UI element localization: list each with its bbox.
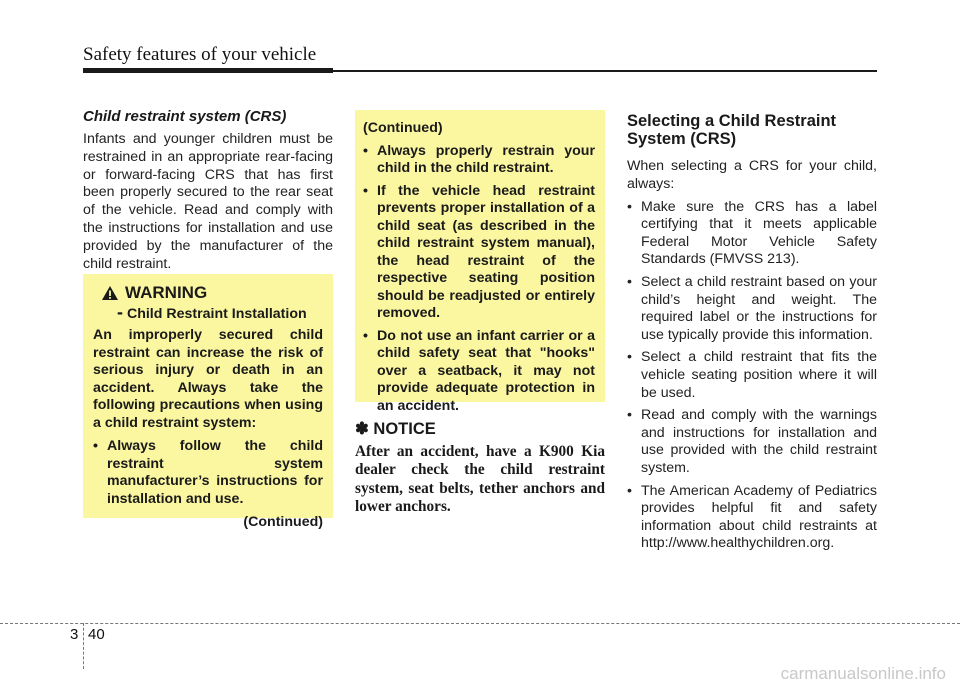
warning-box — [83, 274, 333, 530]
watermark-text: carmanualsonline.info — [780, 664, 946, 683]
bullet-dot: • — [627, 273, 632, 290]
warning-header — [101, 284, 323, 302]
bullet-dot: • — [363, 142, 368, 159]
continued-item — [363, 143, 595, 178]
continued-item-text: Do not use an infant carrier or a child safety seat that "hooks" over a seatback, it may not provide adequate protection in an accident. — [377, 327, 595, 414]
bullet-dot: • — [627, 482, 632, 499]
list-item — [627, 199, 877, 269]
notice-symbol-icon: ✽ — [355, 420, 369, 438]
list-item-text: The American Academy of Pediatrics provides helpful fit and safety information about child restraints at http://www.healthychildren.org. — [641, 482, 877, 552]
continued-label: (Continued) — [363, 120, 443, 136]
warning-text: An improperly secured child restraint can increase the risk of serious injury or death in an accident. Always take the following precautions when using a child restraint system: — [93, 327, 323, 431]
list-item-text: Make sure the CRS has a label certifying that it meets applicable Federal Motor Vehicle Safety Standards (FMVSS 213). — [641, 198, 877, 268]
continued-warning-box — [355, 110, 605, 414]
bullet-dot: • — [627, 407, 632, 424]
section-heading-crs: Child restraint system (CRS) — [83, 108, 287, 125]
warning-label: WARNING — [125, 283, 208, 302]
bullet-dot: • — [93, 438, 98, 454]
bullet-dot: • — [363, 182, 368, 199]
bullet-dot: • — [363, 327, 368, 344]
header-rule-thin — [333, 70, 877, 72]
crs-intro-paragraph: Infants and younger children must be restrained in an appropriate rear-facing or forward-facing CRS that has first been properly secured to the rear seat of the vehicle. Read and comply with the instructions for installation and use provided by the manufacturer of the child restraint. — [83, 131, 333, 272]
bullet-dot: • — [627, 198, 632, 215]
warning-triangle-icon — [101, 285, 119, 301]
notice-text: After an accident, have a K900 Kia dealer check the child restraint system, seat belts, tether anchors and lower anchors. — [355, 443, 605, 516]
bullet-dot: • — [627, 349, 632, 366]
warning-subtitle: Child Restraint Installation — [126, 305, 307, 322]
list-item — [627, 274, 877, 344]
continued-item — [363, 328, 595, 416]
column-right — [627, 108, 877, 553]
column-left — [83, 108, 333, 273]
list-item — [627, 407, 877, 477]
warning-bullet-item — [93, 438, 323, 508]
warning-bullet-text: Always follow the child restraint system manufacturer’s instructions for installation and use. — [107, 438, 323, 507]
page-header-title: Safety features of your vehicle — [83, 44, 317, 65]
page-number: 40 — [88, 626, 105, 643]
warning-subtitle-row — [117, 301, 323, 324]
footer-rule — [0, 623, 960, 624]
header-rule-thick — [83, 68, 333, 73]
notice-label: NOTICE — [373, 420, 436, 438]
list-item-text: Select a child restraint that fits the vehicle seating position where it will be used. — [641, 349, 877, 401]
list-item-text: Read and comply with the warnings and instructions for installation and use provided with the child restraint system. — [641, 407, 877, 476]
chapter-number: 3 — [70, 626, 79, 643]
section-heading-selecting-crs: Selecting a Child Restraint System (CRS) — [627, 112, 837, 148]
list-item — [627, 349, 877, 402]
warning-continued: (Continued) — [243, 514, 323, 530]
continued-item-text: Always properly restrain your child in the child restraint. — [377, 142, 595, 176]
notice-heading — [355, 419, 436, 439]
list-item-text: Select a child restraint based on your child’s height and weight. The required label or the instructions for use typically provide this information. — [641, 273, 877, 343]
footer-divider — [83, 623, 84, 669]
selecting-intro: When selecting a CRS for your child, always: — [627, 158, 877, 192]
continued-item — [363, 183, 595, 323]
list-item — [627, 483, 877, 553]
continued-item-text: If the vehicle head restraint prevents proper installation of a child seat (as described in the child restraint system manual), the head restraint of the respective seating position should be readjusted or entirely removed. — [377, 182, 595, 321]
warning-dash: - — [117, 301, 123, 322]
